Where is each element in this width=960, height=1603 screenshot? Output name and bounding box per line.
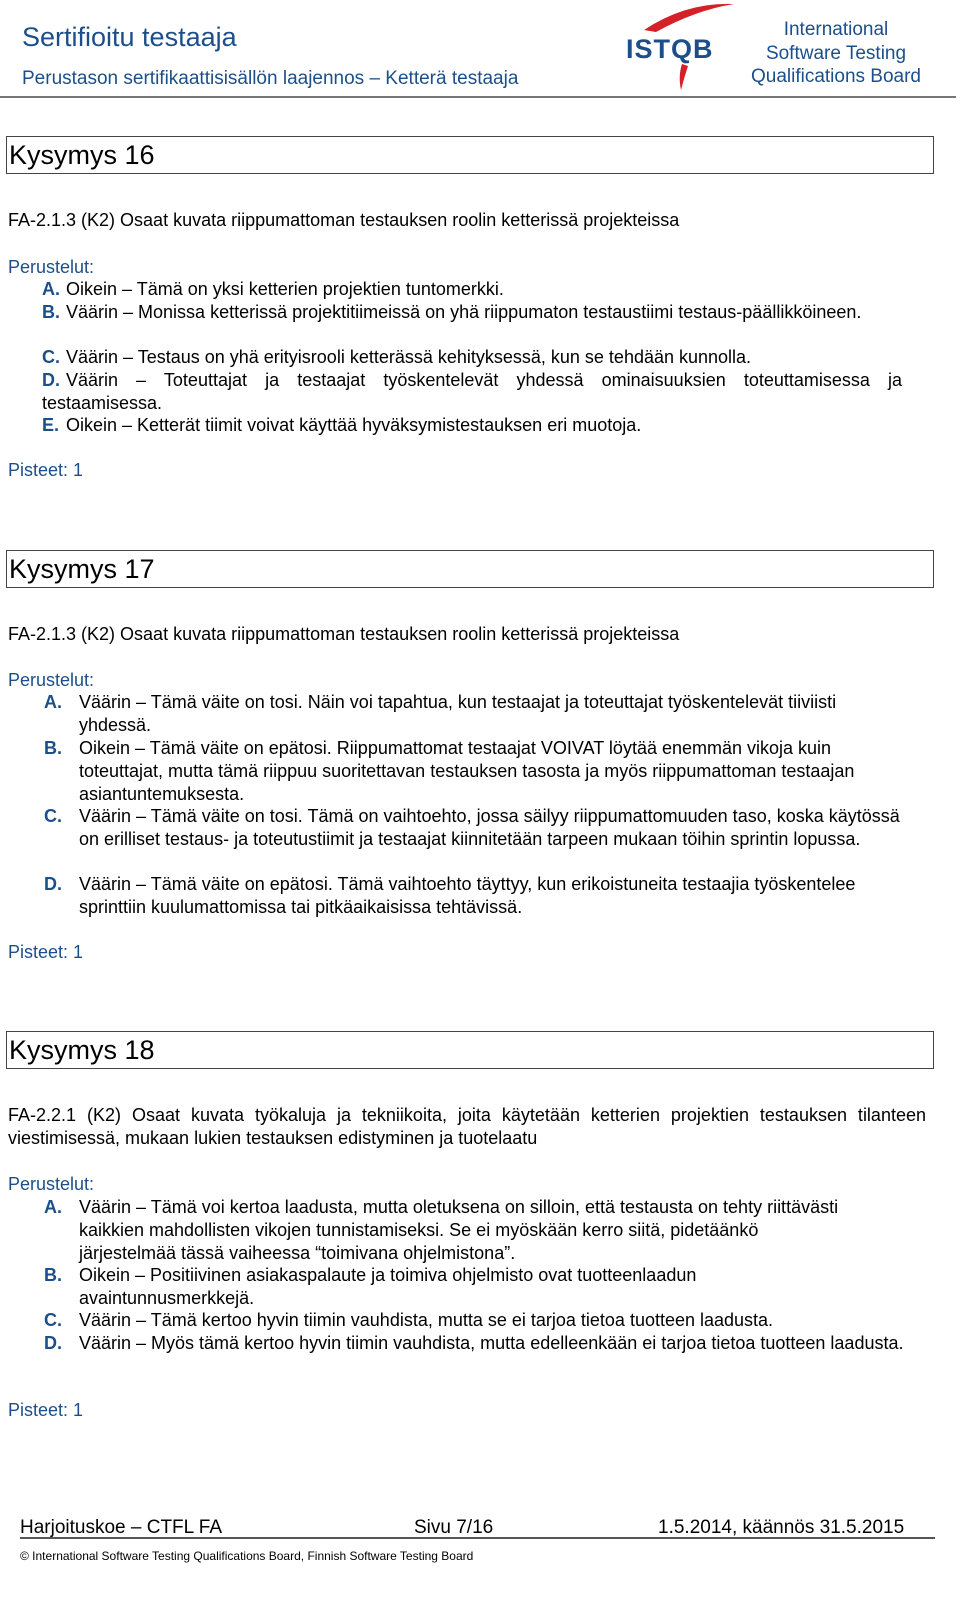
rationale-label: Perustelut: (8, 1174, 95, 1194)
question-18-heading (6, 1031, 934, 1069)
answer-text: Väärin – Myös tämä kertoo hyvin tiimin vauhdista, mutta edelleenkään ei tarjoa tietoa tuotteen laadusta. (79, 1333, 904, 1353)
answer-text: Väärin – Tämä kertoo hyvin tiimin vauhdista, mutta se ei tarjoa tietoa tuotteen laadusta. (79, 1310, 774, 1330)
question-title: Kysymys 18 (9, 1035, 155, 1065)
rationale-label: Perustelut: (8, 257, 95, 277)
answer-letter: D. (44, 874, 62, 894)
org-line-3: Qualifications Board (750, 66, 922, 87)
answer-text: Väärin – Tämä väite on tosi. Tämä on vaihtoehto, jossa säilyy riippumattomuuden taso, koska käytössä on erilliset testaus- ja toteutustiimit ja testaajat kiinnitetään tarpeen mukaan töihin sprintin lopussa. (79, 806, 900, 849)
answer-text: Väärin – Tämä väite on tosi. Näin voi tapahtua, kun testaajat ja toteuttajat työskentelevät tiiviisti yhdessä. (79, 692, 837, 735)
answer-b (42, 301, 902, 324)
org-line-1: International (783, 19, 889, 40)
answer-c (44, 1309, 904, 1332)
score: Pisteet: 1 (8, 1400, 84, 1420)
answer-d (44, 873, 904, 919)
answer-letter: A. (44, 1197, 62, 1217)
answer-text: Väärin – Monissa ketterissä projektitiimeissä on yhä riippumaton testaustiimi testaus-päällikköineen. (66, 302, 862, 322)
answer-text: Väärin – Tämä voi kertoa laadusta, mutta oletuksena on silloin, että testausta on tehty riittävästi kaikkien mahdollisten vikojen tunnistamiseksi. Se ei myöskään kerro siitä, pidetäänkö järjestelmää tässä vaiheessa “toimivana ohjelmistona”. (79, 1197, 839, 1263)
question-17-heading (6, 550, 934, 588)
footer-date: 1.5.2014, käännös 31.5.2015 (658, 1517, 905, 1538)
learning-objective: FA-2.1.3 (K2) Osaat kuvata riippumattoman testauksen roolin ketterissä projekteissa (8, 210, 680, 230)
answer-letter: B. (42, 302, 60, 322)
answer-letter: D. (42, 370, 60, 390)
answer-e (42, 414, 902, 437)
answer-text: Oikein – Tämä on yksi ketterien projektien tuntomerkki. (66, 279, 504, 299)
answer-a (44, 1196, 844, 1265)
learning-objective: FA-2.2.1 (K2) Osaat kuvata työkaluja ja tekniikoita, joita käytetään ketterien projektien testauksen tilanteen viestimisessä, mukaan lukien testauksen edistyminen ja tuotelaatu (8, 1105, 926, 1148)
footer-page-number: Sivu 7/16 (414, 1517, 494, 1538)
answer-text: Väärin – Tämä väite on epätosi. Tämä vaihtoehto täyttyy, kun erikoistuneita testaajia työskentelee sprinttiin kuulumattomissa tai pitkäaikaisissa tehtävissä. (79, 874, 856, 917)
answer-b (44, 737, 904, 806)
answer-letter: D. (44, 1333, 62, 1353)
answer-text: Väärin – Testaus on yhä erityisrooli ketterässä kehityksessä, kun se tehdään kunnolla. (66, 347, 752, 367)
question-title: Kysymys 17 (9, 554, 155, 584)
answer-letter: A. (44, 692, 62, 712)
document-title: Sertifioitu testaaja (22, 22, 237, 52)
org-line-2: Software Testing (765, 42, 907, 64)
answer-letter: C. (44, 806, 62, 826)
answer-letter: A. (42, 279, 60, 299)
answer-letter: B. (44, 1265, 62, 1285)
answer-b (44, 1264, 844, 1310)
answer-letter: C. (44, 1310, 62, 1330)
istqb-logo-text: ISTQB (626, 34, 714, 64)
score: Pisteet: 1 (8, 942, 84, 962)
answer-a (44, 691, 904, 737)
answer-d (42, 369, 902, 415)
answer-letter: E. (42, 415, 60, 435)
answer-text: Väärin – Toteuttajat ja testaajat työskentelevät yhdessä ominaisuuksien toteuttamisessa ja testaamisessa. (42, 370, 902, 413)
answer-text: Oikein – Positiivinen asiakaspalaute ja toimiva ohjelmisto ovat tuotteenlaadun avaintunnusmerkkejä. (79, 1265, 697, 1308)
istqb-logo (626, 0, 736, 95)
score: Pisteet: 1 (8, 460, 84, 480)
page-header (0, 0, 960, 100)
question-title: Kysymys 16 (9, 140, 155, 170)
organization-name (736, 18, 936, 89)
document-subtitle: Perustason sertifikaattisisällön laajennos – Ketterä testaaja (22, 68, 519, 89)
answer-letter: C. (42, 347, 60, 367)
answer-c (44, 805, 904, 851)
answer-text: Oikein – Tämä väite on epätosi. Riippumattomat testaajat VOIVAT löytää enemmän vikoja kuin toteuttajat, mutta tämä riippuu suoritettavan testauksen tasosta ja myös riippumattoman testaajan asiantuntemuksesta. (79, 738, 855, 804)
answer-letter: B. (44, 738, 62, 758)
footer-copyright: © International Software Testing Qualifications Board, Finnish Software Testing Board (20, 1549, 474, 1563)
answer-a (42, 278, 902, 301)
header-divider (0, 96, 956, 98)
answer-d (44, 1332, 904, 1355)
footer-doc-name: Harjoituskoe – CTFL FA (20, 1517, 223, 1538)
answer-text: Oikein – Ketterät tiimit voivat käyttää hyväksymistestauksen eri muotoja. (66, 415, 642, 435)
rationale-label: Perustelut: (8, 670, 95, 690)
learning-objective: FA-2.1.3 (K2) Osaat kuvata riippumattoman testauksen roolin ketterissä projekteissa (8, 624, 680, 644)
question-16-heading (6, 136, 934, 174)
answer-c (42, 346, 902, 369)
